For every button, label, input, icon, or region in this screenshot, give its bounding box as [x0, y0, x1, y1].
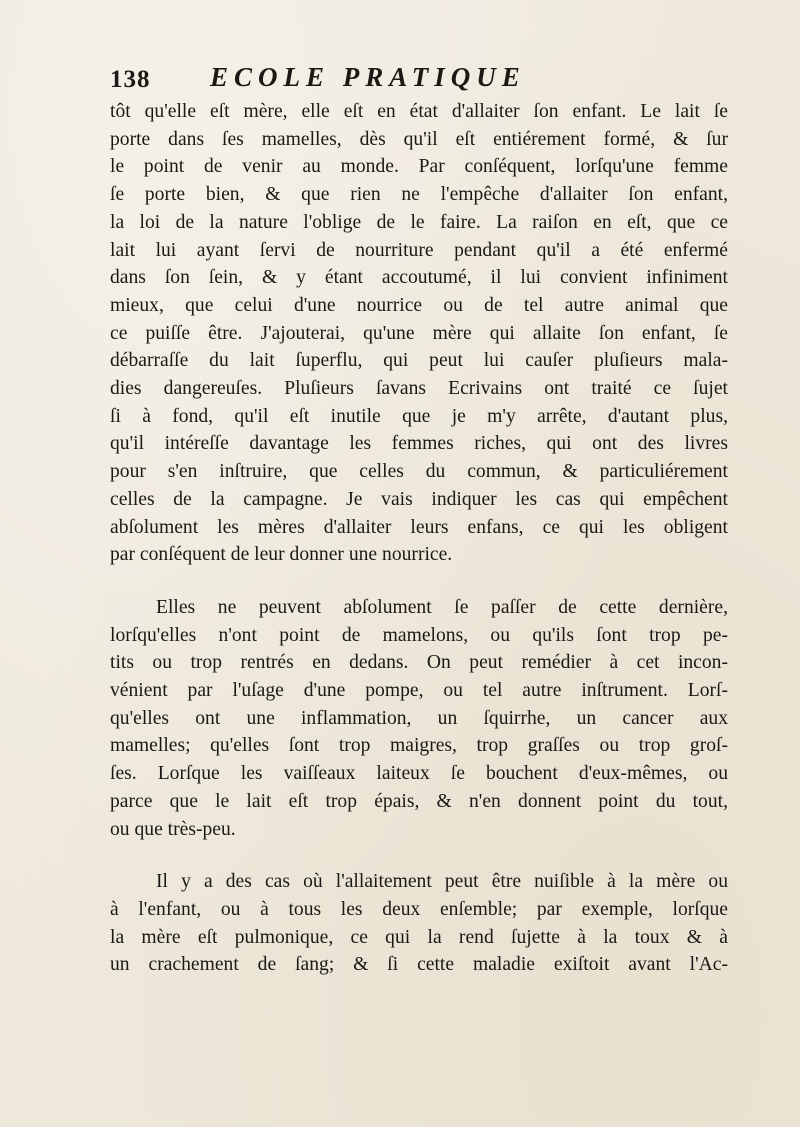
text-line: vénient par l'uſage d'une pompe, ou tel autre inſtrument. Lorſ-	[110, 680, 728, 702]
text-line: un crachement de ſang; & ſi cette maladie exiſtoit avant l'Ac-	[110, 954, 728, 976]
text-line: ou que très-peu.	[110, 818, 236, 840]
text-line: le point de venir au monde. Par conſéquent, lorſqu'une femme	[110, 156, 728, 178]
text-line: celles de la campagne. Je vais indiquer les cas qui empêchent	[110, 488, 728, 510]
text-line: parce que le lait eſt trop épais, & n'en donnent point du tout,	[110, 790, 728, 812]
paragraph-3	[110, 868, 728, 979]
text-line: qu'elles ont une inflammation, un ſquirrhe, un cancer aux	[110, 707, 728, 729]
text-line: mamelles; qu'elles ſont trop maigres, trop graſſes ou trop groſ-	[110, 735, 728, 757]
text-line: pour s'en inſtruire, que celles du commun, & particuliérement	[110, 461, 728, 483]
page-number: 138	[110, 66, 151, 93]
text-line: à l'enfant, ou à tous les deux enſemble; par exemple, lorſque	[110, 898, 728, 920]
text-line: mieux, que celui d'une nourrice ou de tel autre animal que	[110, 294, 728, 316]
text-line: dans ſon ſein, & y étant accoutumé, il lui convient infiniment	[110, 267, 728, 289]
text-line: Elles ne peuvent abſolument ſe paſſer de cette dernière,	[156, 596, 728, 618]
text-line: abſolument les mères d'allaiter leurs enfans, ce qui les obligent	[110, 516, 728, 538]
page-header	[110, 62, 730, 98]
paragraph-gap	[110, 843, 728, 868]
text-line: qu'il intéreſſe davantage les femmes riches, qui ont des livres	[110, 433, 728, 455]
text-line: ce puiſſe être. J'ajouterai, qu'une mère qui allaite ſon enfant, ſe	[110, 322, 728, 344]
paragraph-2	[110, 594, 728, 843]
text-line: ſi à fond, qu'il eſt inutile que je m'y arrête, d'autant plus,	[110, 405, 728, 427]
text-line: débarraſſe du lait ſuperflu, qui peut lui cauſer pluſieurs mala-	[110, 350, 728, 372]
text-line: dies dangereuſes. Pluſieurs ſavans Ecrivains ont traité ce ſujet	[110, 378, 728, 400]
text-line: tits ou trop rentrés en dedans. On peut remédier à cet incon-	[110, 652, 728, 674]
text-line: ſe porte bien, & que rien ne l'empêche d'allaiter ſon enfant,	[110, 184, 728, 206]
paragraph-gap	[110, 569, 728, 594]
text-line: la loi de la nature l'oblige de le faire. La raiſon en eſt, que ce	[110, 211, 728, 233]
text-line: lait lui ayant ſervi de nourriture pendant qu'il a été enfermé	[110, 239, 728, 261]
paragraph-1	[110, 98, 728, 569]
text-line: Il y a des cas où l'allaitement peut être nuiſible à la mère ou	[156, 871, 728, 893]
text-line: la mère eſt pulmonique, ce qui la rend ſujette à la toux & à	[110, 926, 728, 948]
text-line: porte dans ſes mamelles, dès qu'il eſt entiérement formé, & ſur	[110, 128, 728, 150]
running-head: ECOLE PRATIQUE	[210, 62, 526, 92]
text-line: tôt qu'elle eſt mère, elle eſt en état d'allaiter ſon enfant. Le lait ſe	[110, 101, 728, 122]
text-line: lorſqu'elles n'ont point de mamelons, ou qu'ils ſont trop pe-	[110, 624, 728, 646]
body-text	[110, 98, 728, 979]
text-line: ſes. Lorſque les vaiſſeaux laiteux ſe bouchent d'eux-mêmes, ou	[110, 763, 728, 785]
text-line: par conſéquent de leur donner une nourrice.	[110, 544, 453, 566]
